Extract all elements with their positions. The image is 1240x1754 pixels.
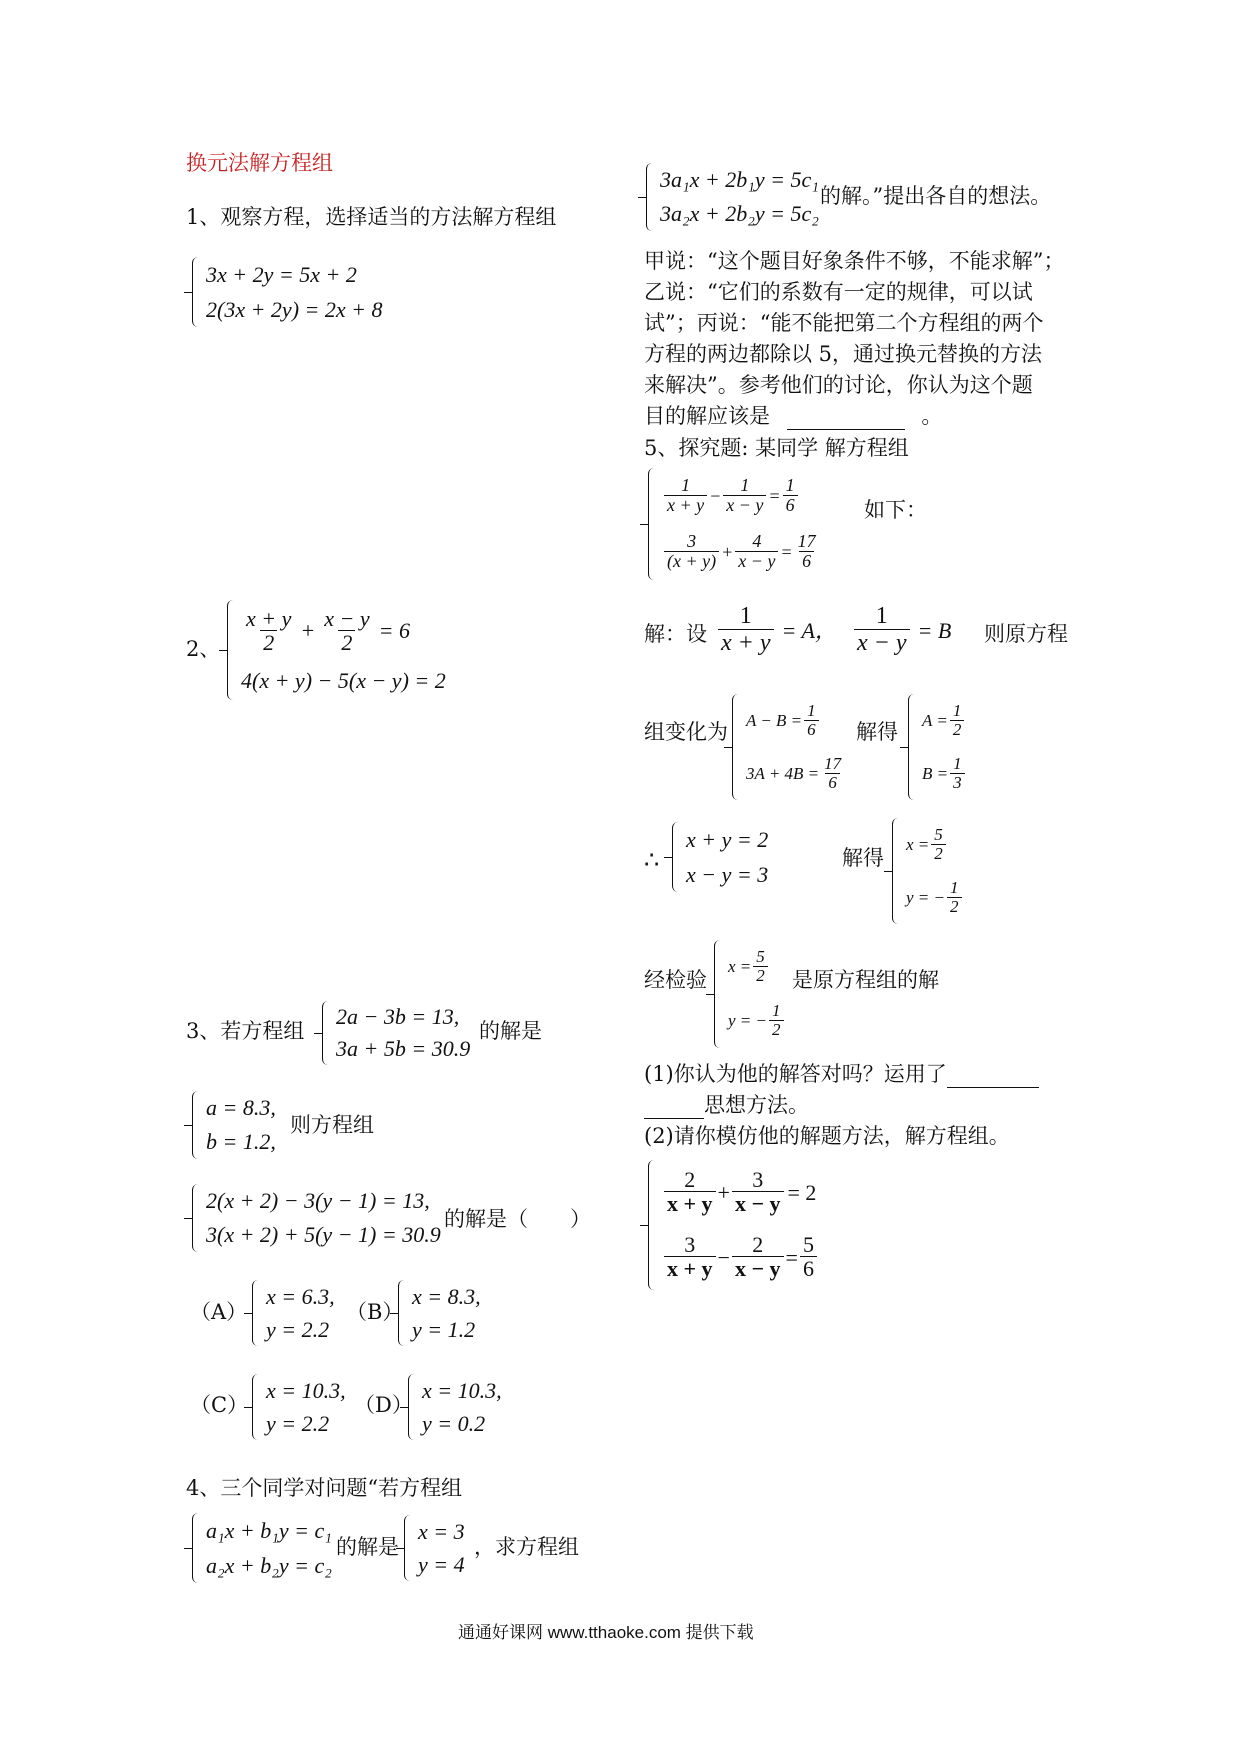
equation: y = 0.2: [422, 1410, 486, 1436]
numerator: 5: [934, 824, 943, 844]
denominator: 6: [783, 495, 798, 516]
brace: [322, 1001, 332, 1065]
fraction: [664, 1233, 716, 1281]
q3-system1: [322, 1001, 470, 1065]
q3-question: 的解是（ ）: [444, 1207, 591, 1231]
lhs: x =: [906, 834, 930, 854]
fraction: [950, 702, 965, 740]
brace: [714, 940, 724, 1048]
brace: [404, 1515, 414, 1581]
equation: x = 10.3,: [266, 1377, 346, 1403]
fraction: [800, 1233, 817, 1281]
equation: a₁x + b₁y = c₁: [206, 1517, 332, 1543]
denominator: 6: [804, 720, 819, 740]
numerator: 3: [752, 1167, 764, 1193]
equation: [662, 476, 821, 516]
numerator: 1: [953, 753, 962, 773]
q4-system1: [192, 1513, 332, 1583]
equals: =: [780, 541, 793, 562]
denominator: x − y: [723, 495, 766, 516]
equation: x = 6.3,: [266, 1283, 335, 1309]
numerator: x + y: [246, 605, 292, 631]
q4-discussion-line: 方程的两边都除以 5，通过换元替换的方法: [644, 342, 1043, 366]
fraction: [321, 607, 372, 655]
denominator: x − y: [735, 551, 778, 572]
numerator: 2: [684, 1167, 696, 1193]
q4-system2: [646, 163, 819, 231]
q5-system-ab: [732, 694, 846, 800]
numerator: 1: [875, 603, 888, 629]
denominator: 6: [800, 1256, 817, 1281]
brace: [252, 1280, 262, 1346]
q2-label: 2、: [186, 637, 221, 661]
q5-part1-cont: [644, 1093, 809, 1119]
q5-checked: 经检验: [644, 968, 707, 992]
equation: x = 8.3,: [412, 1283, 481, 1309]
equation: [906, 826, 964, 864]
answer-prompt: 目的解应该是: [644, 404, 770, 428]
fraction: [735, 532, 778, 572]
numerator: 1: [681, 475, 691, 496]
q3-system2: [192, 1184, 441, 1252]
denominator: x + y: [664, 495, 707, 516]
option-c: [252, 1374, 346, 1440]
q1-eq2: 2(3x + 2y) = 2x + 8: [206, 296, 383, 322]
q4-ask-text: ，求方程组: [474, 1535, 579, 1559]
numerator: 3: [684, 1232, 696, 1258]
equation: 2(x + 2) − 3(y − 1) = 13,: [206, 1188, 430, 1214]
lhs: x =: [728, 957, 752, 977]
numerator: 3: [687, 531, 697, 552]
q5-solved2: 解得: [842, 846, 884, 870]
brace: [192, 1513, 202, 1583]
fraction: [769, 1002, 784, 1040]
q2-system: [227, 600, 446, 700]
fraction: [950, 755, 965, 793]
q4-label: 4、三个同学对问题“若方程组: [186, 1476, 463, 1500]
fraction: [723, 476, 766, 516]
q5-as-follows: 如下：: [864, 498, 927, 522]
brace: [192, 1184, 202, 1252]
equation: 3(x + 2) + 5(y − 1) = 30.9: [206, 1222, 441, 1248]
fraction: [243, 607, 294, 655]
equation: [906, 879, 964, 917]
numerator: 5: [756, 947, 765, 967]
fraction: [854, 604, 910, 657]
rhs: = A，: [781, 617, 837, 643]
q4-discussion-line: 甲说：“这个题目好象条件不够，不能求解”；: [644, 249, 1065, 273]
denominator: x + y: [718, 629, 774, 656]
fraction: [804, 702, 819, 740]
q1-eq1: 3x + 2y = 5x + 2: [206, 261, 357, 287]
option-d: [408, 1374, 502, 1440]
brace: [908, 694, 918, 800]
numerator: 1: [950, 877, 959, 897]
equation: x = 3: [418, 1518, 465, 1544]
lhs: A − B =: [746, 710, 803, 730]
numerator: 1: [807, 700, 816, 720]
brace: [892, 818, 902, 924]
fraction: [664, 1168, 716, 1216]
part1-end: 思想方法。: [704, 1093, 809, 1117]
brace: [192, 1091, 202, 1159]
rhs: = 6: [378, 618, 410, 644]
q4-solution-text: 的解是: [336, 1535, 399, 1559]
q3-label: 3、若方程组: [186, 1019, 305, 1043]
brace: [648, 468, 658, 580]
q5-label: 5、探究题: 某同学 解方程组: [644, 436, 909, 460]
denominator: 2: [950, 720, 965, 740]
q5-system: [648, 468, 821, 580]
fraction: [795, 532, 819, 572]
fraction: [783, 476, 798, 516]
equation: [662, 1168, 819, 1216]
numerator: 1: [952, 700, 962, 720]
equation: 3a + 5b = 30.9: [336, 1036, 471, 1062]
operator: −: [717, 1244, 730, 1270]
numerator: 1: [739, 603, 752, 629]
q3-solution-text: 的解是: [479, 1019, 542, 1043]
brace: [672, 822, 682, 892]
q1-label: 1、观察方程，选择适当的方法解方程组: [186, 205, 557, 229]
period: 。: [921, 404, 943, 428]
equation: x + y = 2: [686, 826, 769, 852]
numerator: 5: [802, 1232, 814, 1258]
operator: +: [717, 1179, 730, 1205]
fraction: [753, 948, 768, 986]
equation: [922, 702, 967, 740]
option-a: [252, 1280, 335, 1346]
denominator: x + y: [664, 1256, 716, 1281]
q5-is-solution: 是原方程组的解: [792, 968, 939, 992]
equation: y = 2.2: [266, 1410, 330, 1436]
q2-eq2: 4(x + y) − 5(x − y) = 2: [241, 668, 446, 694]
q5-then-orig: 则原方程: [984, 622, 1068, 646]
q2-eq1: $\frac{x + y}{2}$ + $\frac{x - y}{2}$ = 6: [241, 607, 446, 655]
option-d-label: （D）: [354, 1393, 413, 1417]
equation: 3a₂x + 2b₂y = 5c₂: [660, 201, 819, 227]
numerator: 17: [797, 531, 816, 552]
numerator: 1: [772, 1001, 781, 1021]
q4-discussion-line: [644, 404, 942, 430]
q1-system: [192, 257, 382, 327]
rhs: = 2: [787, 1179, 817, 1205]
equation: [662, 532, 821, 572]
lhs: 3A + 4B =: [746, 763, 820, 783]
rhs: = B: [917, 617, 952, 643]
equals: =: [785, 1244, 798, 1270]
answer-blank[interactable]: [787, 404, 905, 430]
q5-set-label: 解：设: [644, 622, 707, 646]
brace: [648, 1160, 658, 1290]
brace: [227, 600, 237, 700]
therefore-symbol: ∴: [644, 846, 660, 874]
equation: [662, 1233, 819, 1281]
denominator: 2: [947, 897, 962, 917]
numerator: x − y: [324, 605, 370, 631]
denominator: x + y: [664, 1191, 716, 1216]
q5-part1: [644, 1062, 1039, 1088]
equation: y = 1.2: [412, 1316, 476, 1342]
lhs: y = −: [906, 887, 945, 907]
equation: 2a − 3b = 13,: [336, 1004, 460, 1030]
option-c-label: （C）: [190, 1393, 249, 1417]
option-b-label: （B）: [346, 1300, 404, 1324]
page-footer: 通通好课网 www.tthaoke.com 提供下载: [458, 1623, 754, 1642]
denominator: 2: [753, 966, 768, 986]
equation: [922, 755, 967, 793]
q5-solution-ab: [908, 694, 967, 800]
lhs: A =: [922, 710, 948, 730]
fraction: [718, 604, 774, 657]
q5-set-a: [716, 604, 837, 657]
equation: x = 10.3,: [422, 1377, 502, 1403]
q4-discussion-line: 乙说：“它们的系数有一定的规律，可以试: [644, 280, 1033, 304]
numerator: 17: [824, 753, 842, 773]
q4-discussion-line: 来解决”。参考他们的讨论，你认为这个题: [644, 373, 1033, 397]
equation: [746, 755, 846, 793]
fraction: [732, 1168, 784, 1216]
q4-discussion-line: 试”；丙说：“能不能把第二个方程组的两个: [644, 311, 1044, 335]
denominator: x − y: [854, 629, 910, 656]
q5-final-system: [648, 1160, 819, 1290]
operator: −: [709, 485, 722, 506]
equation: y = 4: [418, 1551, 465, 1577]
equation: 3a₁x + 2b₁y = 5c₁: [660, 167, 819, 193]
numerator: 1: [785, 475, 795, 496]
lhs: y = −: [728, 1011, 767, 1031]
denominator: x − y: [732, 1191, 784, 1216]
q5-set-b: [852, 604, 951, 657]
option-b: [398, 1280, 481, 1346]
denominator: 2: [260, 630, 277, 655]
q5-part2: (2)请你模仿他的解题方法，解方程组。: [644, 1124, 1010, 1148]
fraction: [821, 755, 844, 793]
fraction: [664, 532, 719, 572]
denominator: x − y: [732, 1256, 784, 1281]
denominator: 6: [825, 773, 840, 793]
denominator: 2: [931, 844, 946, 864]
brace: [732, 694, 742, 800]
fraction: [947, 879, 962, 917]
denominator: 6: [799, 551, 814, 572]
q4-solution: [404, 1515, 465, 1581]
brace: [252, 1374, 262, 1440]
denominator: 3: [950, 773, 965, 793]
fraction: [732, 1233, 784, 1281]
lhs: B =: [922, 763, 949, 783]
q3-then-text: 则方程组: [290, 1113, 374, 1137]
page-title: 换元法解方程组: [186, 151, 333, 175]
answer-blank[interactable]: [644, 1093, 704, 1119]
answer-blank[interactable]: [947, 1062, 1039, 1088]
numerator: 1: [740, 475, 750, 496]
numerator: 4: [752, 531, 762, 552]
brace: [408, 1374, 418, 1440]
brace: [192, 257, 202, 327]
equation: [746, 702, 846, 740]
option-a-label: （A）: [190, 1300, 248, 1324]
q5-group-changed: 组变化为: [644, 720, 728, 744]
brace: [646, 163, 656, 231]
fraction: [664, 476, 707, 516]
equation: [728, 948, 786, 986]
equals: =: [768, 485, 781, 506]
q5-system-xy: [672, 822, 768, 892]
equation: a₂x + b₂y = c₂: [206, 1552, 332, 1578]
q5-check-xy: [714, 940, 786, 1048]
equation: b = 1.2,: [206, 1129, 276, 1155]
denominator: 2: [338, 630, 355, 655]
q3-solution: [192, 1091, 276, 1159]
equation: a = 8.3,: [206, 1095, 276, 1121]
q5-solution-xy: [892, 818, 964, 924]
equation: x − y = 3: [686, 861, 769, 887]
brace: [398, 1280, 408, 1346]
equation: [728, 1002, 786, 1040]
denominator: 2: [769, 1020, 784, 1040]
equation: y = 2.2: [266, 1316, 330, 1342]
denominator: (x + y): [664, 551, 719, 572]
part1-text: (1)你认为他的解答对吗？运用了: [644, 1062, 947, 1086]
numerator: 2: [752, 1232, 764, 1258]
operator: +: [721, 541, 734, 562]
q4-end-text: 的解。”提出各自的想法。: [820, 184, 1052, 208]
q5-solved: 解得: [856, 720, 898, 744]
fraction: [931, 826, 946, 864]
